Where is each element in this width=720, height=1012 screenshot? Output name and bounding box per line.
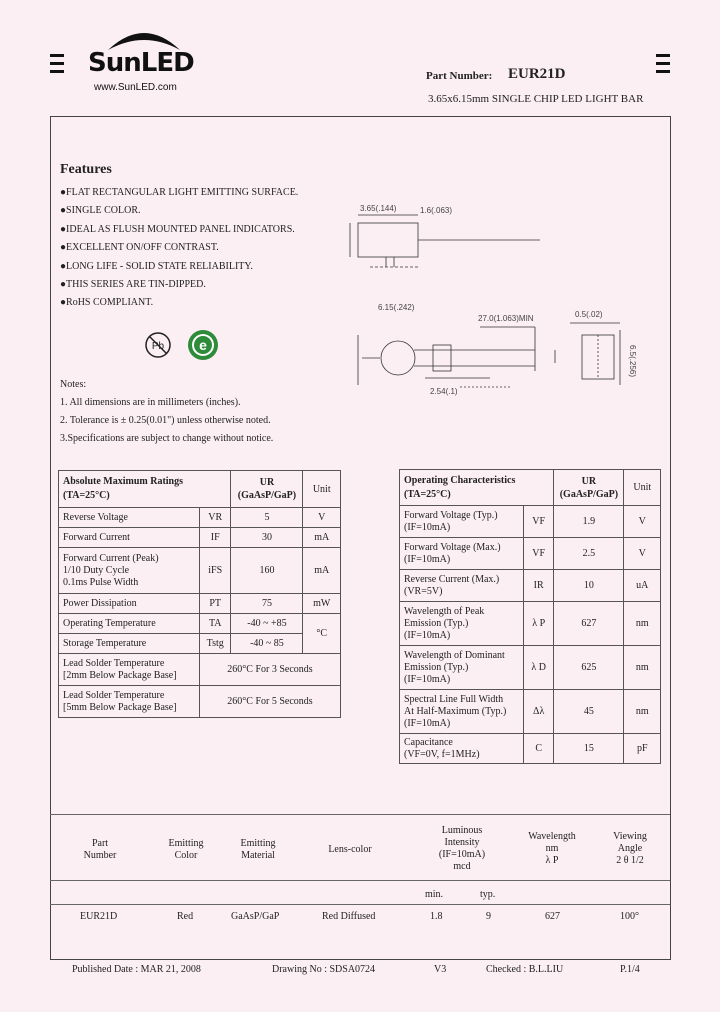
abs-param: Forward Current bbox=[59, 528, 200, 548]
abs-max-title: Absolute Maximum Ratings bbox=[63, 476, 184, 487]
dim-small: 0.5(.02) bbox=[575, 310, 603, 319]
dim-lead: 27.0(1.063)MIN bbox=[478, 314, 534, 323]
abs-val: 30 bbox=[231, 528, 303, 548]
op-val: 1.9 bbox=[554, 506, 624, 538]
table-row bbox=[400, 602, 661, 646]
pb-free-icon bbox=[143, 330, 173, 360]
note-item: 1. All dimensions are in millimeters (inches). bbox=[60, 397, 241, 408]
table-row bbox=[59, 548, 341, 594]
selection-mid-line bbox=[50, 880, 670, 881]
rohs-e-icon bbox=[186, 328, 220, 362]
abs-temp-unit: °C bbox=[303, 614, 341, 654]
abs-val: 5 bbox=[231, 508, 303, 528]
abs-sym: TA bbox=[200, 614, 231, 634]
e-label: e bbox=[199, 337, 207, 353]
op-sym: VF bbox=[524, 538, 554, 570]
logo-bars-right bbox=[656, 54, 670, 78]
sel-part: EUR21D bbox=[80, 911, 118, 922]
abs-max-table bbox=[58, 470, 341, 718]
op-val: 625 bbox=[554, 646, 624, 690]
sel-typ: 9 bbox=[486, 911, 491, 922]
table-row bbox=[400, 538, 661, 570]
abs-val: 160 bbox=[231, 548, 303, 594]
table-row bbox=[400, 570, 661, 602]
table-row bbox=[59, 634, 341, 654]
table-row bbox=[59, 654, 341, 686]
op-val: 2.5 bbox=[554, 538, 624, 570]
op-param: Reverse Current (Max.) (VR=5V) bbox=[400, 570, 524, 602]
features-title: Features bbox=[60, 162, 112, 177]
sel-material: GaAsP/GaP bbox=[231, 911, 280, 922]
footer-version: V3 bbox=[434, 964, 447, 975]
table-row bbox=[59, 508, 341, 528]
abs-max-col-ur-sub: (GaAsP/GaP) bbox=[237, 490, 297, 501]
brand-url: www.SunLED.com bbox=[94, 82, 177, 93]
dim-top: 3.65(.144) bbox=[360, 204, 397, 213]
abs-val: 75 bbox=[231, 594, 303, 614]
abs-max-col-unit: Unit bbox=[303, 471, 341, 508]
sel-header-angle: Viewing Angle 2 θ 1/2 bbox=[613, 831, 647, 866]
footer-drawing: Drawing No : SDSA0724 bbox=[272, 964, 376, 975]
op-param: Forward Voltage (Max.) (IF=10mA) bbox=[400, 538, 524, 570]
op-val: 15 bbox=[554, 734, 624, 764]
abs-param: Power Dissipation bbox=[59, 594, 200, 614]
part-number: EUR21D bbox=[508, 66, 566, 82]
abs-max-condition: (TA=25°C) bbox=[63, 490, 110, 501]
dim-side: 1.6(.063) bbox=[420, 206, 453, 215]
abs-param: Reverse Voltage bbox=[59, 508, 200, 528]
table-row bbox=[400, 690, 661, 734]
footer-page: P.1/4 bbox=[620, 964, 640, 975]
abs-max-col-ur: UR bbox=[259, 477, 275, 488]
op-sym: IR bbox=[524, 570, 554, 602]
op-unit: pF bbox=[624, 734, 661, 764]
sel-min: 1.8 bbox=[430, 911, 443, 922]
features-list bbox=[60, 184, 298, 313]
op-param: Wavelength of Peak Emission (Typ.) (IF=10mA) bbox=[400, 602, 524, 646]
part-number-label: Part Number: bbox=[426, 70, 493, 82]
dim-len: 6.15(.242) bbox=[378, 303, 415, 312]
abs-solder-val: 260°C For 3 Seconds bbox=[200, 654, 341, 686]
abs-sym: IF bbox=[200, 528, 231, 548]
table-row bbox=[400, 734, 661, 764]
feature-item: ●FLAT RECTANGULAR LIGHT EMITTING SURFACE. bbox=[60, 187, 299, 198]
op-param: Wavelength of Dominant Emission (Typ.) (IF=10mA) bbox=[400, 646, 524, 690]
abs-param: Operating Temperature bbox=[59, 614, 200, 634]
footer-checked: Checked : B.L.LIU bbox=[486, 964, 564, 975]
sel-header-lens: Lens-color bbox=[328, 844, 372, 855]
sel-wavelength: 627 bbox=[545, 911, 560, 922]
abs-solder-param: Lead Solder Temperature [2mm Below Package Base] bbox=[59, 654, 200, 686]
op-unit: V bbox=[624, 538, 661, 570]
sel-color: Red bbox=[177, 911, 194, 922]
abs-unit: V bbox=[303, 508, 341, 528]
table-row bbox=[59, 594, 341, 614]
op-sym: λ D bbox=[524, 646, 554, 690]
table-row bbox=[59, 528, 341, 548]
op-unit: nm bbox=[624, 602, 661, 646]
abs-param: Storage Temperature bbox=[59, 634, 200, 654]
notes-title: Notes: bbox=[60, 379, 87, 390]
table-row bbox=[59, 686, 341, 718]
feature-item: ●THIS SERIES ARE TIN-DIPPED. bbox=[60, 279, 206, 291]
abs-sym: VR bbox=[200, 508, 231, 528]
feature-item: ●LONG LIFE - SOLID STATE RELIABILITY. bbox=[60, 260, 253, 272]
feature-item: ●EXCELLENT ON/OFF CONTRAST. bbox=[60, 242, 219, 254]
table-row bbox=[400, 646, 661, 690]
abs-unit: mW bbox=[303, 594, 341, 614]
sel-header-intensity: Luminous Intensity (IF=10mA) mcd bbox=[438, 825, 486, 872]
op-unit: uA bbox=[624, 570, 661, 602]
abs-sym: Tstg bbox=[200, 634, 231, 654]
sel-sub-typ: typ. bbox=[480, 889, 496, 900]
abs-unit: mA bbox=[303, 528, 341, 548]
footer-published: Published Date : MAR 21, 2008 bbox=[72, 964, 201, 975]
abs-val: -40 ~ +85 bbox=[231, 614, 303, 634]
op-char-col-ur-sub: (GaAsP/GaP) bbox=[559, 488, 619, 500]
op-char-table bbox=[399, 469, 661, 764]
brand-logo: SunLED bbox=[88, 48, 194, 78]
sel-header-color: Emitting Color bbox=[168, 838, 204, 861]
op-val: 45 bbox=[554, 690, 624, 734]
abs-solder-param: Lead Solder Temperature [5mm Below Package Base] bbox=[59, 686, 200, 718]
abs-param: Forward Current (Peak) 1/10 Duty Cycle 0.1ms Pulse Width bbox=[59, 548, 200, 594]
sel-angle: 100° bbox=[620, 911, 639, 922]
op-val: 10 bbox=[554, 570, 624, 602]
op-sym: C bbox=[524, 734, 554, 764]
dim-pitch: 2.54(.1) bbox=[430, 387, 458, 396]
selection-row-line bbox=[50, 904, 670, 905]
op-val: 627 bbox=[554, 602, 624, 646]
op-char-title: Operating Characteristics bbox=[404, 474, 516, 486]
dim-right: 6.5(.256) bbox=[628, 345, 637, 378]
sel-header-material: Emitting Material bbox=[240, 838, 276, 861]
notes bbox=[60, 376, 273, 448]
sel-header-wavelength: Wavelength nm λ P bbox=[528, 831, 576, 866]
op-unit: nm bbox=[624, 690, 661, 734]
logo-bars-left bbox=[50, 54, 64, 78]
package-dimension-diagram bbox=[330, 195, 670, 405]
op-unit: nm bbox=[624, 646, 661, 690]
abs-val: -40 ~ 85 bbox=[231, 634, 303, 654]
abs-unit: mA bbox=[303, 548, 341, 594]
op-unit: V bbox=[624, 506, 661, 538]
note-item: 2. Tolerance is ± 0.25(0.01") unless otherwise noted. bbox=[60, 415, 271, 426]
sel-lens: Red Diffused bbox=[322, 911, 376, 922]
feature-item: ●IDEAL AS FLUSH MOUNTED PANEL INDICATORS. bbox=[60, 223, 295, 235]
op-char-col-unit: Unit bbox=[624, 470, 661, 506]
op-param: Capacitance (VF=0V, f=1MHz) bbox=[400, 734, 524, 764]
selection-top-line bbox=[50, 814, 670, 815]
op-sym: λ P bbox=[524, 602, 554, 646]
op-param: Forward Voltage (Typ.) (IF=10mA) bbox=[400, 506, 524, 538]
op-char-col-ur: UR bbox=[581, 475, 597, 487]
op-char-condition: (TA=25°C) bbox=[404, 488, 451, 500]
feature-item: ●SINGLE COLOR. bbox=[60, 205, 141, 217]
sel-sub-min: min. bbox=[425, 889, 444, 900]
part-description: 3.65x6.15mm SINGLE CHIP LED LIGHT BAR bbox=[428, 93, 644, 105]
op-sym: VF bbox=[524, 506, 554, 538]
feature-item: ●RoHS COMPLIANT. bbox=[60, 297, 154, 309]
op-param: Spectral Line Full Width At Half-Maximum (Typ.) (IF=10mA) bbox=[400, 690, 524, 734]
abs-sym: iFS bbox=[200, 548, 231, 594]
abs-solder-val: 260°C For 5 Seconds bbox=[200, 686, 341, 718]
op-sym: Δλ bbox=[524, 690, 554, 734]
table-row bbox=[59, 614, 341, 634]
sel-header-part: Part Number bbox=[83, 838, 117, 861]
pb-label: Pb bbox=[151, 341, 165, 352]
table-row bbox=[400, 506, 661, 538]
abs-sym: PT bbox=[200, 594, 231, 614]
note-item: 3.Specifications are subject to change without notice. bbox=[60, 433, 274, 444]
